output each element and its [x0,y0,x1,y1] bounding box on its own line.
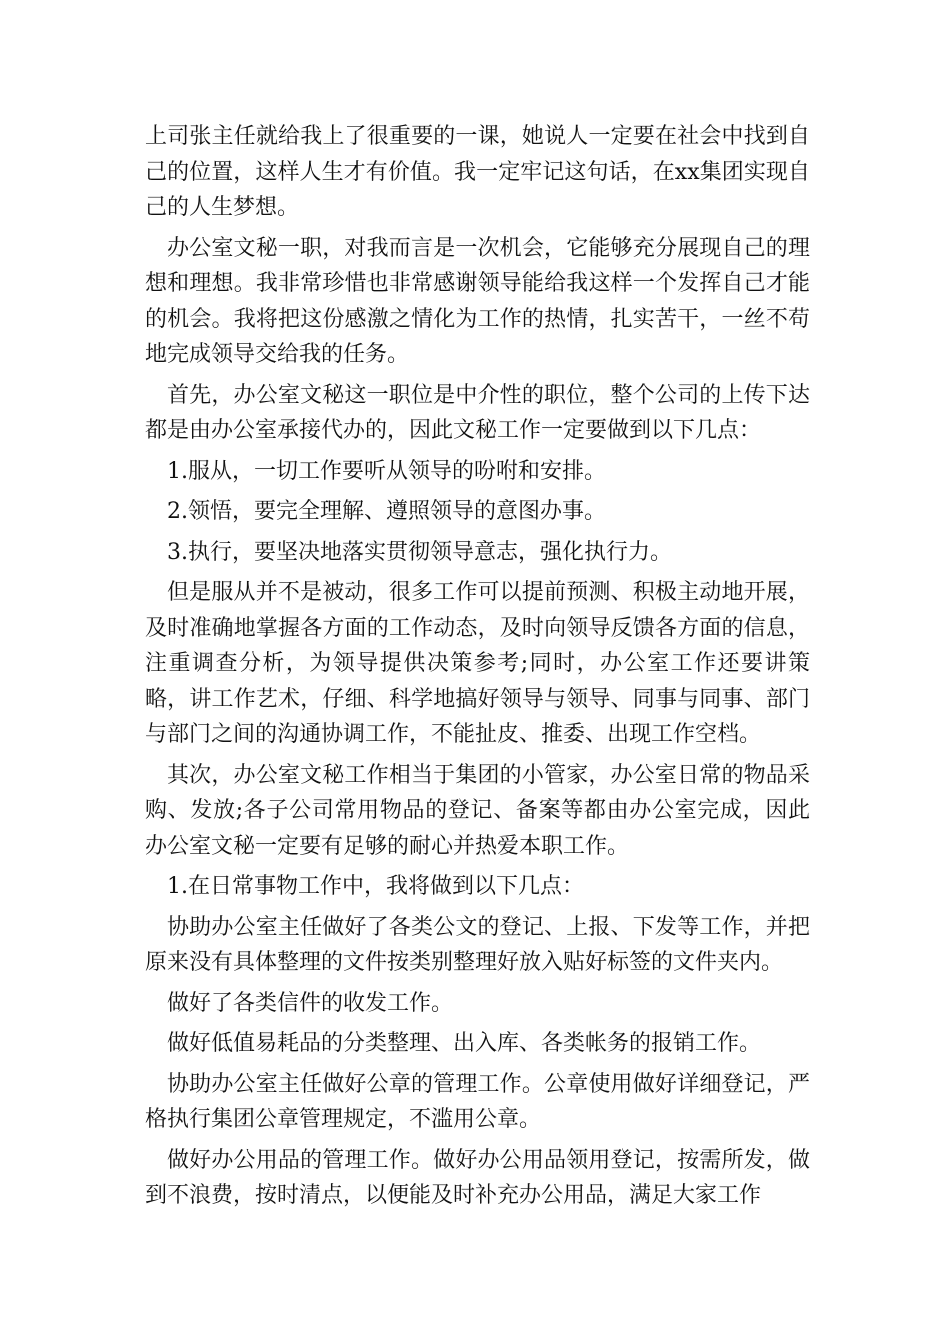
paragraph-4: 但是服从并不是被动，很多工作可以提前预测、积极主动地开展，及时准确地掌握各方面的工作动态，及时向领导反馈各方面的信息，注重调查分析，为领导提供决策参考;同时，办公室工作还要讲策略，讲工作艺术，仔细、科学地搞好领导与领导、同事与同事、部门与部门之间的沟通协调工作，不能扯皮、推委、出现工作空档。 [145,580,810,747]
paragraph-1: 上司张主任就给我上了很重要的一课，她说人一定要在社会中找到自己的位置，这样人生才有价值。我一定牢记这句话，在xx集团实现自己的人生梦想。 [145,124,810,220]
list-item-2: 2.领悟，要完全理解、遵照领导的意图办事。 [167,499,606,524]
paragraph-6: 协助办公室主任做好了各类公文的登记、上报、下发等工作，并把原来没有具体整理的文件按类别整理好放入贴好标签的文件夹内。 [145,914,810,975]
list-item-daily: 1.在日常事物工作中，我将做到以下几点： [167,874,584,899]
paragraph-5: 其次，办公室文秘工作相当于集团的小管家，办公室日常的物品采购、发放;各子公司常用物品的登记、备案等都由办公室完成，因此办公室文秘一定要有足够的耐心并热爱本职工作。 [145,762,810,859]
paragraph-2: 办公室文秘一职，对我而言是一次机会，它能够充分展现自己的理想和理想。我非常珍惜也非常感谢领导能给我这样一个发挥自己才能的机会。我将把这份感激之情化为工作的热情，扎实苦干，一丝不苟地完成领导交给我的任务。 [145,235,810,367]
paragraph-8: 做好低值易耗品的分类整理、出入库、各类帐务的报销工作。 [167,1031,762,1056]
paragraph-7: 做好了各类信件的收发工作。 [167,990,454,1016]
list-item-3: 3.执行，要坚决地落实贯彻领导意志，强化执行力。 [167,539,672,565]
list-item-1: 1.服从，一切工作要听从领导的吩咐和安排。 [167,458,606,484]
paragraph-9: 协助办公室主任做好公章的管理工作。公章使用做好详细登记，严格执行集团公章管理规定，不滥用公章。 [145,1071,810,1132]
paragraph-3: 首先，办公室文秘这一职位是中介性的职位，整个公司的上传下达都是由办公室承接代办的，因此文秘工作一定要做到以下几点： [145,382,810,443]
document-body [145,119,810,1214]
paragraph-10: 做好办公用品的管理工作。做好办公用品领用登记，按需所发，做到不浪费，按时清点，以便能及时补充办公用品，满足大家工作 [145,1147,810,1208]
